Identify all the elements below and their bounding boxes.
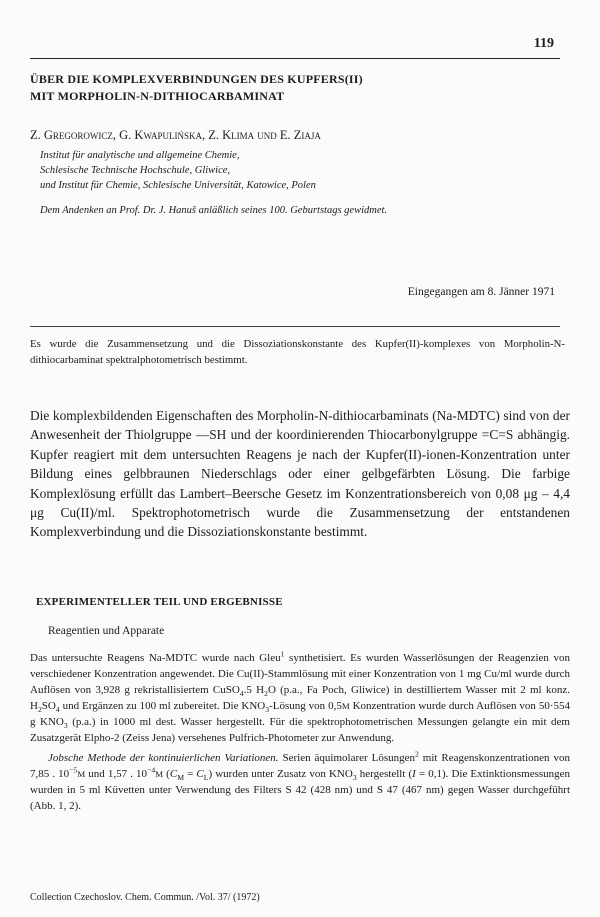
affiliation (40, 148, 316, 193)
header-rule (30, 58, 560, 59)
article-title (30, 71, 570, 105)
title-line-2: MIT MORPHOLIN-N-DITHIOCARBAMINAT (30, 89, 285, 103)
abstract-rule (30, 326, 560, 327)
affiliation-line-3: und Institut für Chemie, Schlesische Universität, Katowice, Polen (40, 180, 316, 191)
body-text (30, 650, 570, 814)
title-line-1: ÜBER DIE KOMPLEXVERBINDUNGEN DES KUPFERS(II) (30, 72, 363, 86)
affiliation-line-2: Schlesische Technische Hochschule, Gliwice, (40, 165, 231, 176)
page-number: 119 (533, 36, 554, 51)
abstract: Es wurde die Zusammensetzung und die Dissoziationskonstante des Kupfer(II)-komplexes von Morpholin-N-dithiocarbaminat spektralphotometrisch bestimmt. (30, 338, 565, 366)
subheading: Reagentien und Apparate (48, 625, 165, 637)
introduction-paragraph: Die komplexbildenden Eigenschaften des Morpholin-N-dithiocarbaminats (Na-MDTC) sind von der Anwesenheit der Thiolgruppe —SH und der koordinierenden Thiocarbonylgruppe =C=S abhängig. Kupfer reagiert mit dem untersuchten Reagens je nach der Kupfer(II)-ionen-Konzentration unter Bildung eines gelbbraunen Niederschlags oder einer gelbgefärbten Lösung. Die farbige Komplexlösung erfüllt das Lambert–Beersche Gesetz im Konzentrationsbereich von 0,08 μg – 4,4 μg Cu(II)/ml. Spektrophotometrisch wurde die Zusammensetzung der entstandenen Komplexverbindung und die Dissoziationskonstante bestimmt. (30, 408, 570, 540)
affiliation-line-1: Institut für analytische und allgemeine Chemie, (40, 150, 240, 161)
paragraph-reagents: Das untersuchte Reagens Na-MDTC wurde nach Gleu$^1$ synthetisiert. Es wurden Wasserlösungen der Reagenzien von verschiedener Konzentration angewendet. Die Cu(II)-Stammlösung mit einer Konzentration von 1 mg Cu/ml wurde durch Auflösen von 3,928 g rekristallisiertem CuSO$_4$.5 $H_2O$ (p.a., Fa Poch, Gliwice) in destilliertem Wasser mit 2 ml konz. $H_2SO_4$ und Ergänzen zu 100 ml zubereitet. Die $KNO_3$-Lösung von 0,5M Konzentration wurde durch Auflösen von 50·554 g $KNO_3$ (p.a.) in 1000 ml dest. Wasser hergestellt. Für die spektrophotometrischen Messungen gelangte ein mit dem Zusatzgerät Elpho-2 (Zeiss Jena) versehenes Pulfrich-Photometer zur Anwendung. (30, 649, 571, 744)
authors: Z. Gregorowicz, G. Kwapulińska, Z. Klima und E. Ziaja (30, 128, 321, 142)
received-date: Eingegangen am 8. Jänner 1971 (407, 286, 555, 298)
footer-citation: Collection Czechoslov. Chem. Commun. /Vol. 37/ (1972) (30, 892, 260, 903)
paragraph-job-method: Jobsche Methode der kontinuierlichen Variationen. Serien äquimolarer Lösungen$^2$ mit Reagenskonzentrationen von 7,85 . $10^{-5}M$ und 1,57 . $10^{-4}M$ $(C_M = C_L)$ wurden unter Zusatz von $KNO_3$ hergestellt (I = 0,1). Die Extinktionsmessungen wurden in 5 ml Küvetten unter Verwendung des Filters S 42 (428 nm) und S 47 (467 nm) gegen Wasser durchgeführt (Abb. 1, 2). (30, 749, 571, 812)
dedication: Dem Andenken an Prof. Dr. J. Hanuš anläßlich seines 100. Geburtstags gewidmet. (40, 205, 388, 216)
section-heading: EXPERIMENTELLER TEIL UND ERGEBNISSE (36, 596, 283, 608)
